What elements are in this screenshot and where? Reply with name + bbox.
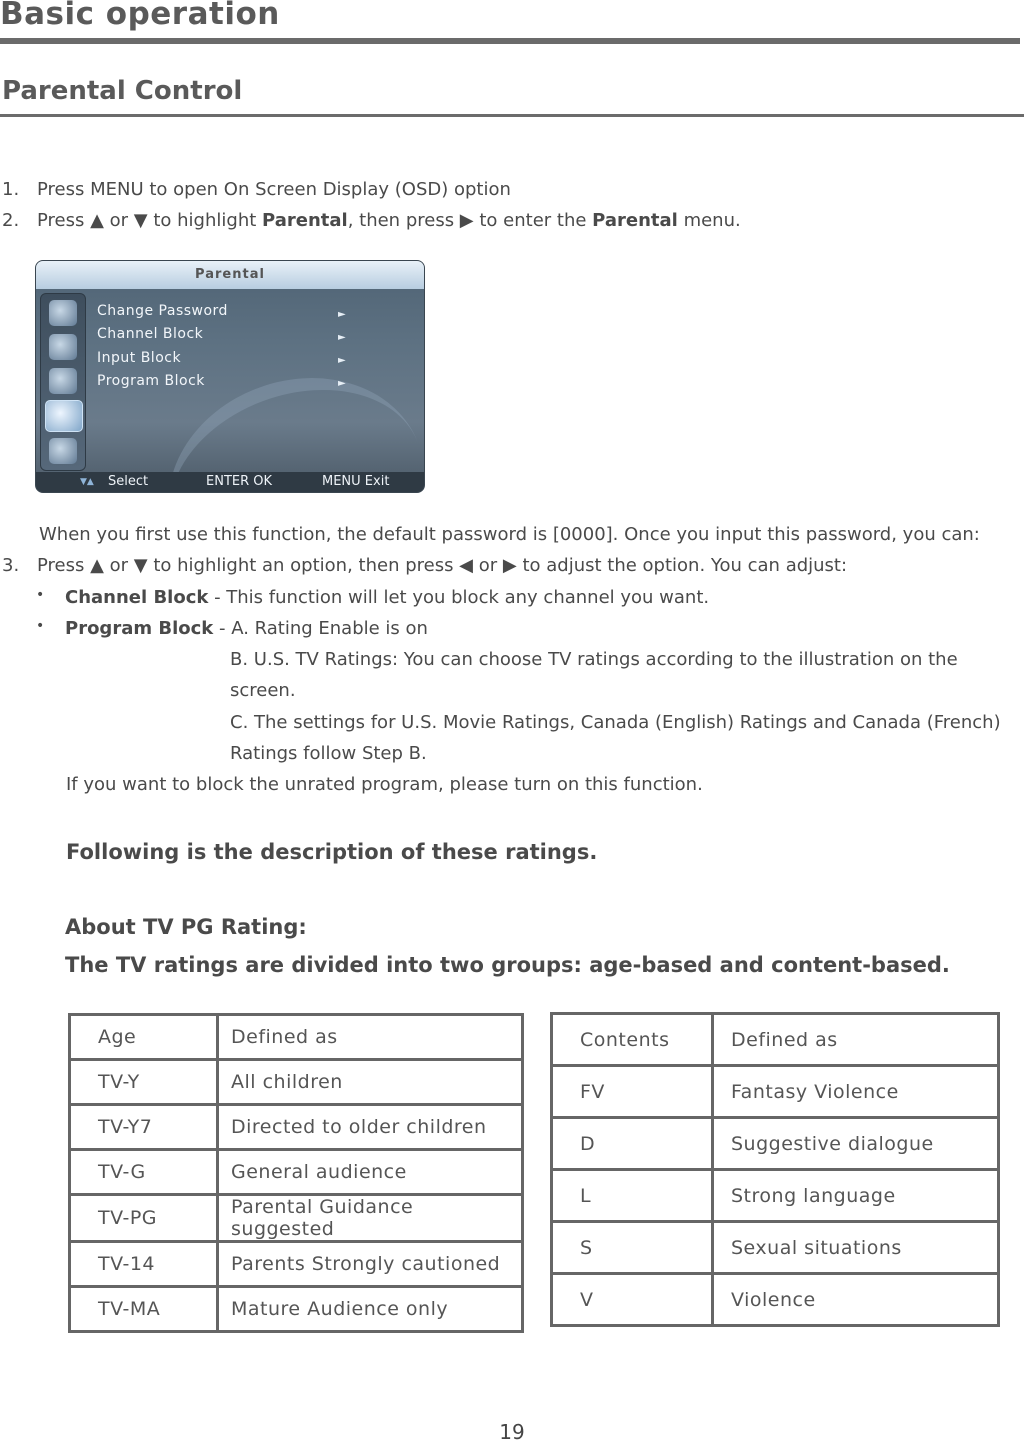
osd-footer-select: Select xyxy=(108,474,149,489)
table-row xyxy=(552,1222,999,1274)
ratings-groups-heading: The TV ratings are divided into two groups: age-based and content-based. xyxy=(65,953,950,977)
rating-code: TV-G xyxy=(70,1150,218,1195)
content-definition: Sexual situations xyxy=(713,1222,999,1274)
table-row xyxy=(70,1105,523,1150)
step-number: 2. xyxy=(2,210,20,231)
parental-osd-menu xyxy=(35,260,425,493)
title-divider xyxy=(0,114,1024,117)
program-block-c: C. The settings for U.S. Movie Ratings, Canada (English) Ratings and Canada (French) xyxy=(230,712,1001,733)
rating-definition: Mature Audience only xyxy=(218,1287,523,1332)
content-definition: Strong language xyxy=(713,1170,999,1222)
arrow-right-icon: ► xyxy=(338,332,346,343)
bullet-program-block: • Program Block - A. Rating Enable is on xyxy=(36,618,428,639)
step-text: Press MENU to open On Screen Display (OSD) option xyxy=(37,179,511,200)
table-row xyxy=(70,1150,523,1195)
table-row xyxy=(552,1066,999,1118)
osd-item-channel-block: Channel Block xyxy=(97,326,204,342)
step-3 xyxy=(0,555,1024,579)
section-divider xyxy=(0,38,1020,44)
section-title: Basic operation xyxy=(0,0,280,32)
content-definition: Suggestive dialogue xyxy=(713,1118,999,1170)
satellite-icon xyxy=(49,438,77,464)
content-code: L xyxy=(552,1170,713,1222)
bullet-icon: • xyxy=(36,618,45,634)
setup-icon xyxy=(49,368,77,394)
ratings-heading: Following is the description of these ratings. xyxy=(66,840,598,864)
table-header-cell: Contents xyxy=(552,1014,713,1066)
updown-icon: ▼▲ xyxy=(80,477,94,487)
menu-name: Parental xyxy=(262,210,348,231)
program-block-c-cont: Ratings follow Step B. xyxy=(230,743,427,764)
table-row xyxy=(552,1118,999,1170)
table-header-cell: Age xyxy=(70,1015,218,1060)
step-1 xyxy=(0,179,1024,203)
osd-item-input-block: Input Block xyxy=(97,350,182,366)
rating-definition: Directed to older children xyxy=(218,1105,523,1150)
osd-item-change-password: Change Password xyxy=(97,303,228,319)
content-definition: Fantasy Violence xyxy=(713,1066,999,1118)
content-code: D xyxy=(552,1118,713,1170)
table-header-cell: Defined as xyxy=(713,1014,999,1066)
bullet-icon: • xyxy=(36,587,45,603)
osd-footer-menu: MENU Exit xyxy=(322,474,390,489)
osd-title: Parental xyxy=(36,261,424,289)
table-row xyxy=(552,1170,999,1222)
osd-item-program-block: Program Block xyxy=(97,373,205,389)
rating-definition: General audience xyxy=(218,1150,523,1195)
step-number: 1. xyxy=(2,179,20,200)
page-title: Parental Control xyxy=(2,76,243,106)
program-block-b-cont: screen. xyxy=(230,680,296,701)
osd-category-bar xyxy=(40,293,86,471)
rating-code: TV-Y7 xyxy=(70,1105,218,1150)
table-row xyxy=(70,1195,523,1242)
arrow-right-icon: ► xyxy=(338,378,346,389)
content-ratings-table xyxy=(550,1012,1000,1327)
rating-code: TV-Y xyxy=(70,1060,218,1105)
rating-definition: All children xyxy=(218,1060,523,1105)
table-row xyxy=(70,1242,523,1287)
rating-definition: Parental Guidance suggested xyxy=(218,1195,523,1242)
bullet-label: Program Block xyxy=(65,618,214,639)
password-note: When you first use this function, the default password is [0000]. Once you input this password, you can: xyxy=(39,524,980,545)
arrow-right-icon: ► xyxy=(338,355,346,366)
rating-code: TV-PG xyxy=(70,1195,218,1242)
table-header-row xyxy=(70,1015,523,1060)
menu-name: Parental xyxy=(592,210,678,231)
tv-icon xyxy=(49,300,77,326)
table-row xyxy=(70,1060,523,1105)
step-2 xyxy=(0,210,1024,234)
table-row xyxy=(552,1274,999,1326)
page-number: 19 xyxy=(499,1420,525,1444)
table-row xyxy=(70,1287,523,1332)
lock-icon xyxy=(45,400,83,432)
content-definition: Violence xyxy=(713,1274,999,1326)
unrated-note: If you want to block the unrated program, please turn on this function. xyxy=(66,774,703,795)
rating-definition: Parents Strongly cautioned xyxy=(218,1242,523,1287)
table-header-cell: Defined as xyxy=(218,1015,523,1060)
rating-code: TV-14 xyxy=(70,1242,218,1287)
content-code: FV xyxy=(552,1066,713,1118)
arrow-right-icon: ► xyxy=(338,309,346,320)
bullet-label: Channel Block xyxy=(65,587,209,608)
step-text: Press ▲ or ▼ to highlight Parental, then press ▶ to enter the Parental menu. xyxy=(37,210,741,231)
step-number: 3. xyxy=(2,555,20,576)
rating-code: TV-MA xyxy=(70,1287,218,1332)
bullet-channel-block: • Channel Block - This function will let you block any channel you want. xyxy=(36,587,710,608)
tv-pg-heading: About TV PG Rating: xyxy=(65,915,307,939)
audio-icon xyxy=(49,334,77,360)
osd-footer-enter: ENTER OK xyxy=(206,474,273,489)
content-code: S xyxy=(552,1222,713,1274)
step-text: Press ▲ or ▼ to highlight an option, then press ◀ or ▶ to adjust the option. You can adjust: xyxy=(37,555,848,576)
age-ratings-table xyxy=(68,1013,524,1333)
osd-footer xyxy=(36,472,424,492)
table-header-row xyxy=(552,1014,999,1066)
content-code: V xyxy=(552,1274,713,1326)
program-block-b: B. U.S. TV Ratings: You can choose TV ratings according to the illustration on the xyxy=(230,649,958,670)
